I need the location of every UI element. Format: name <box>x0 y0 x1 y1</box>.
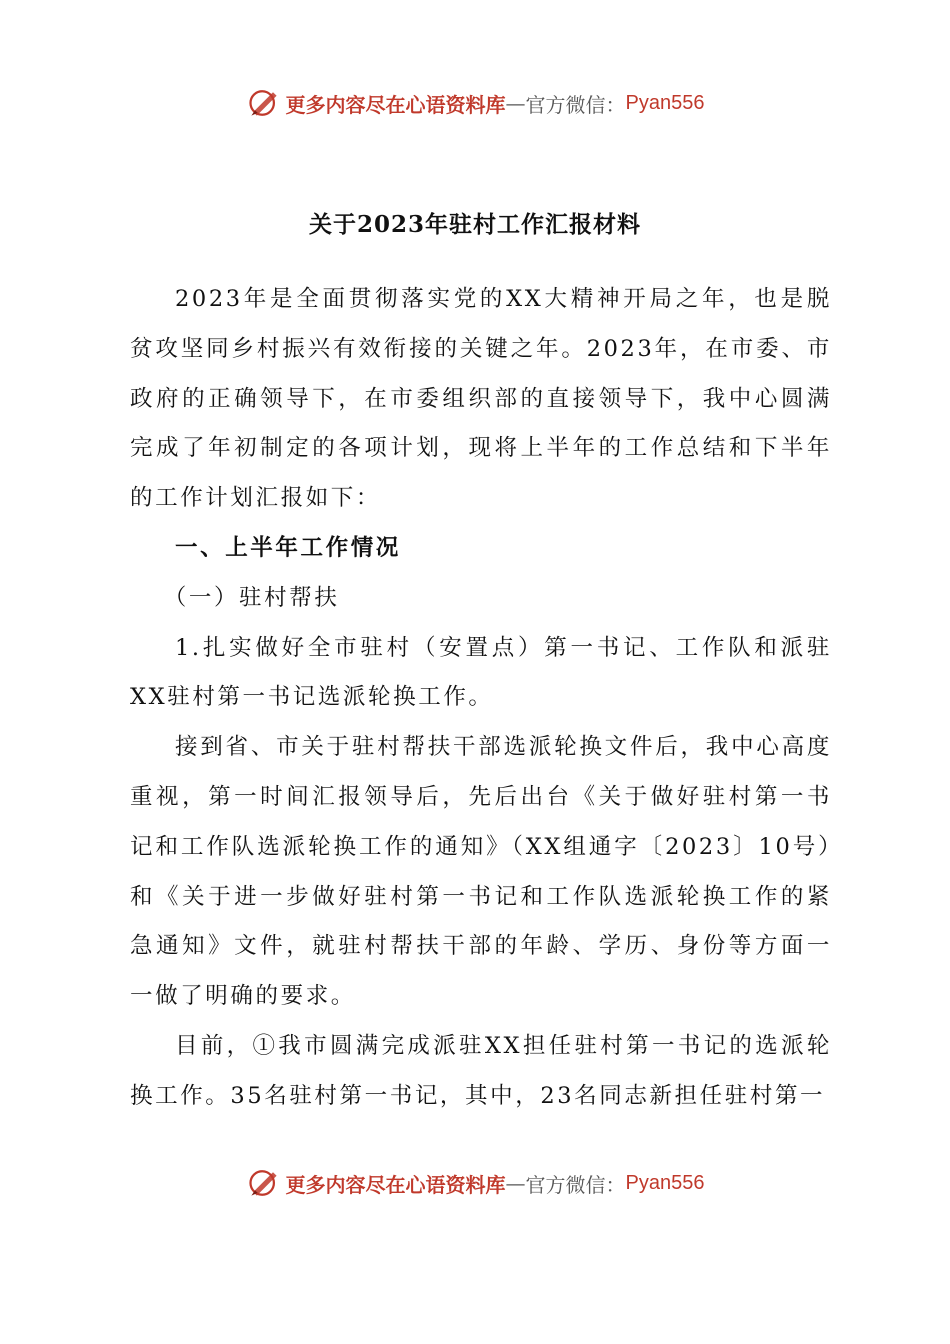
subsection-heading-1: （一）驻村帮扶 <box>163 584 340 611</box>
pen-logo-icon <box>246 1165 282 1201</box>
section-heading-1: 一、上半年工作情况 <box>175 534 401 561</box>
watermark-sub-text: 官方微信： <box>525 1172 626 1197</box>
watermark-banner-bottom <box>0 1160 950 1206</box>
watermark-separator: — <box>505 1171 526 1195</box>
watermark-sub-text: 官方微信： <box>525 92 626 117</box>
pen-logo-icon <box>246 85 282 121</box>
paragraph-body-1: 接到省、市关于驻村帮扶干部选派轮换文件后，我中心高度重视，第一时间汇报领导后，先后出台《关于做好驻村第一书记和工作队选派轮换工作的通知》（XX组通字〔2023〕10号）和《关于进一步做好驻村第一书记和工作队选派轮换工作的紧急通知》文件，就驻村帮扶干部的年龄、学历、身份等方面一一做了明确的要求。 <box>130 734 832 1010</box>
watermark-separator: — <box>505 91 526 115</box>
paragraph-intro: 2023年是全面贯彻落实党的XX大精神开局之年，也是脱贫攻坚同乡村振兴有效衔接的关键之年。2023年，在市委、市政府的正确领导下，在市委组织部的直接领导下，我中心圆满完成了年初制定的各项计划，现将上半年的工作总结和下半年的工作计划汇报如下： <box>130 286 832 512</box>
watermark-account: Pyan556 <box>625 1171 705 1194</box>
watermark-main-text: 更多内容尽在心语资料库 <box>285 1172 506 1197</box>
watermark-main-text: 更多内容尽在心语资料库 <box>285 92 506 117</box>
paragraph-body-2: 目前，①我市圆满完成派驻XX担任驻村第一书记的选派轮换工作。35名驻村第一书记，其中，23名同志新担任驻村第一 <box>130 1032 832 1109</box>
document-title: 关于2023年驻村工作汇报材料 <box>308 211 641 238</box>
watermark-banner-top <box>0 80 950 126</box>
watermark-account: Pyan556 <box>625 91 705 114</box>
document-body <box>130 275 832 1122</box>
list-item-1: 1.扎实做好全市驻村（安置点）第一书记、工作队和派驻XX驻村第一书记选派轮换工作。 <box>130 634 832 711</box>
